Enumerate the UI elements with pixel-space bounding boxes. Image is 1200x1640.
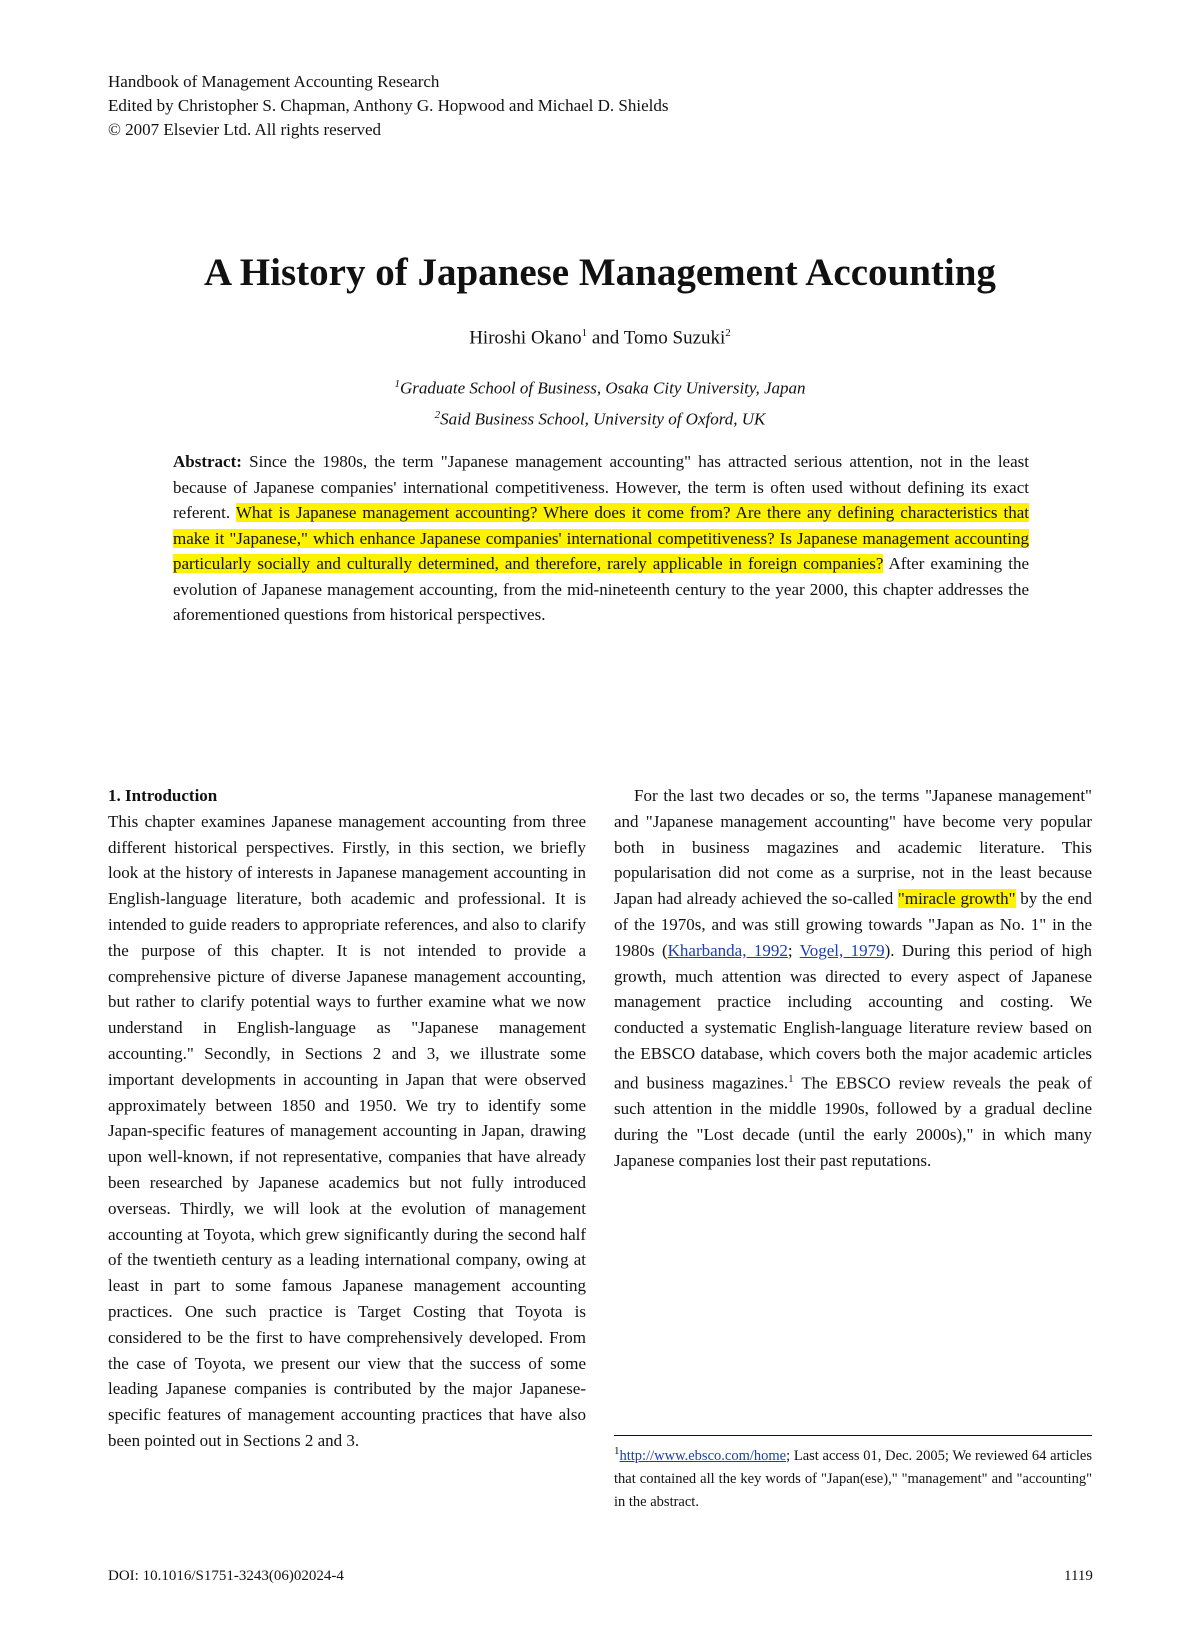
affiliation-oxford: $^2$Said Business School, University of Oxford, UK	[434, 408, 766, 429]
affiliation-mark: 2	[725, 327, 731, 339]
intro-paragraph-1: This chapter examines Japanese management accounting from three different historical perspectives. Firstly, in this section, we briefly look at the history of interests in Japanese management accounting in English-language literature, both academic and professional. It is intended to guide readers to appropriate references, and also to clarify the purpose of this chapter. It is not intended to provide a comprehensive picture of diverse Japanese management accounting, but rather to clarify potential ways to further examine what we now understand in English-language as "Japanese management accounting." Secondly, in Sections 2 and 3, we illustrate some important developments in accounting in Japan that were observed approximately between 1850 and 1950. We try to identify some Japan-specific features of management accounting in Japan, drawing upon well-known, if not representative, companies that have already been researched by Japanese academics but not fully introduced overseas. Thirdly, we will look at the evolution of management accounting at Toyota, which grew significantly during the second half of the twentieth century as a leading international company, owing at least in part to some famous Japanese management accounting practices. One such practice is Target Costing that Toyota is considered to be the first to have comprehensively developed. From the case of Toyota, we present our view that the success of some leading Japanese companies is contributed by the major Japanese-specific features of management accounting practices that have also been pointed out in Sections 2 and 3.	[108, 811, 586, 1450]
chapter-title: A History of Japanese Management Accounting	[204, 251, 996, 294]
abstract-text-end: After examining the evolution of Japanese management accounting, from the mid-nineteenth century to the year 2000, this chapter addresses the aforementioned questions from historical perspectives.	[173, 554, 1029, 624]
intro-paragraph-2: For the last two decades or so, the terms "Japanese management" and "Japanese management accounting" have become very popular both in business magazines and academic literature. This popularisation did not come as a surprise, not in the least because Japan had already achieved the so-called "miracle growth" by the end of the 1970s, and was still growing towards "Japan as No. 1" in the 1980s (Kharbanda, 1992; Vogel, 1979). During this period of high growth, much attention was directed to every aspect of Japanese management practice including accounting and costing. We conducted a systematic English-language literature review based on the EBSCO database, which covers both the major academic articles and business magazines.$^1$ The EBSCO review reveals the peak of such attention in the middle 1990s, followed by a gradual decline during the "Lost decade (until the early 2000s)," in which many Japanese companies lost their past reputations.	[614, 786, 1093, 1170]
right-column	[614, 783, 1092, 1174]
abstract-text: Since the 1980s, the term "Japanese management accounting" has attracted serious attention, not in the least because of Japanese companies' international competitiveness. However, the term is often used without defining its exact referent.	[173, 452, 1029, 522]
footnote-divider	[614, 1435, 1092, 1436]
affiliations	[0, 371, 1200, 432]
citation-vogel-link[interactable]: Vogel, 1979	[799, 940, 885, 960]
footnote	[614, 1440, 1092, 1514]
miracle-growth-highlight: "miracle growth"	[897, 889, 1016, 909]
left-column	[108, 783, 586, 1454]
footnote-mark: 1	[788, 1072, 794, 1085]
footnote-number: 1	[614, 1445, 620, 1457]
abstract-highlight: What is Japanese management accounting? Where does it come from? Are there any defining characteristics that make it "Japanese," which enhance Japanese companies' international competitiveness? Is Japanese management accounting particularly socially and culturally determined, and therefore, rarely applicable in foreign companies?	[173, 503, 1029, 573]
doi: DOI: 10.1016/S1751-3243(06)02024-4	[108, 1568, 344, 1584]
author-conjunction: and	[587, 327, 624, 349]
copyright-line: © 2007 Elsevier Ltd. All rights reserved	[108, 120, 382, 139]
section-heading: 1. Introduction	[108, 786, 218, 805]
citation-kharbanda-link[interactable]: Kharbanda, 1992	[667, 940, 788, 960]
ebsco-link[interactable]: http://www.ebsco.com/home	[619, 1447, 787, 1464]
book-editors: Edited by Christopher S. Chapman, Anthony G. Hopwood and Michael D. Shields	[108, 96, 669, 115]
author-okano: Hiroshi Okano	[469, 327, 582, 349]
abstract	[173, 449, 1029, 628]
page-number: 1119	[1064, 1568, 1093, 1584]
footnote-text: ; Last access 01, Dec. 2005; We reviewed 64 articles that contained all the key words of "Japan(ese)," "management" and "accounting" in the abstract.	[614, 1447, 1092, 1510]
affiliation-osaka: $^1$Graduate School of Business, Osaka City University, Japan	[394, 378, 806, 398]
affiliation-mark: 1	[581, 327, 588, 339]
author-line	[0, 327, 1200, 349]
book-header	[108, 70, 668, 142]
abstract-label: Abstract:	[173, 452, 242, 471]
author-suzuki: Tomo Suzuki	[623, 327, 726, 349]
book-title: Handbook of Management Accounting Research	[108, 72, 440, 91]
